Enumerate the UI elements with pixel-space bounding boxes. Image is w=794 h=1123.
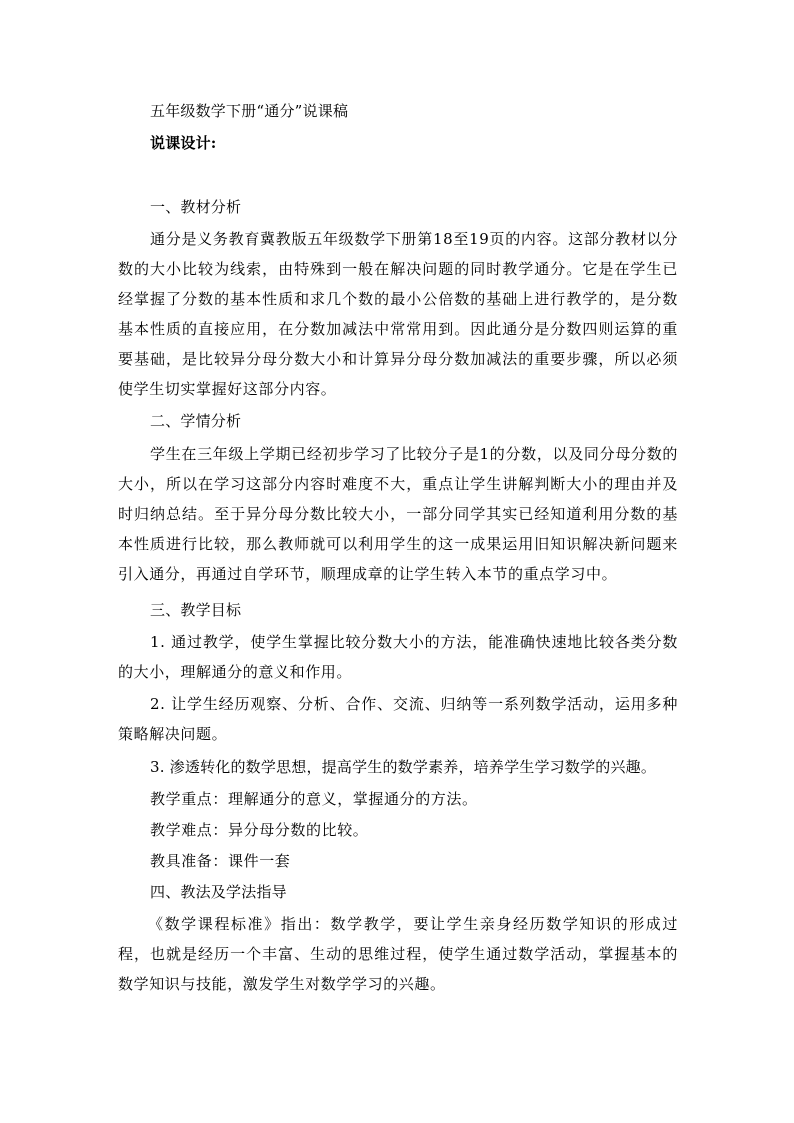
- section-heading-1: 一、教材分析: [150, 198, 242, 216]
- teaching-aids: 教具准备：课件一套: [150, 852, 291, 870]
- section-1-paragraph: 通分是义务教育冀教版五年级数学下册第18至19页的内容。这部分教材以分数的大小比较为线索，由特殊到一般在解决问题的同时教学通分。它是在学生已经掌握了分数的基本性质和求几个数的最小公倍数的基础上进行教学的，是分数基本性质的直接应用，在分数加减法中常常用到。因此通分是分数四则运算的重要基础，是比较异分母分数大小和计算异分母分数加减法的重要步骤，所以必须使学生切实掌握好这部分内容。: [118, 230, 678, 398]
- section-heading-2: 二、学情分析: [150, 412, 242, 430]
- teaching-key-point: 教学重点：理解通分的意义，掌握通分的方法。: [150, 790, 478, 808]
- objective-3: 3. 渗透转化的数学思想，提高学生的数学素养，培养学生学习数学的兴趣。: [150, 758, 657, 776]
- objective-1: 1. 通过教学，使学生掌握比较分数大小的方法，能准确快速地比较各类分数的大小，理解通分的意义和作用。: [118, 633, 678, 681]
- section-4-paragraph: 《数学课程标准》指出：数学教学，要让学生亲身经历数学知识的形成过程，也就是经历一个丰富、生动的思维过程，使学生通过数学活动，掌握基本的数学知识与技能，激发学生对数学学习的兴趣。: [118, 915, 678, 993]
- section-heading-3: 三、教学目标: [150, 601, 242, 619]
- teaching-difficulty: 教学难点：异分母分数的比较。: [150, 821, 369, 839]
- section-2-paragraph: 学生在三年级上学期已经初步学习了比较分子是1的分数，以及同分母分数的大小，所以在学习这部分内容时难度不大，重点让学生讲解判断大小的理由并及时归纳总结。至于异分母分数比较大小，一部分同学其实已经知道利用分数的基本性质进行比较，那么教师就可以利用学生的这一成果运用旧知识解决新问题来引入通分，再通过自学环节，顺理成章的让学生转入本节的重点学习中。: [118, 445, 678, 583]
- document-title: 五年级数学下册“通分”说课稿: [150, 102, 349, 120]
- design-heading: 说课设计:: [150, 134, 217, 152]
- objective-2: 2. 让学生经历观察、分析、合作、交流、归纳等一系列数学活动，运用多种策略解决问题。: [118, 695, 678, 743]
- section-heading-4: 四、教法及学法指导: [150, 883, 287, 901]
